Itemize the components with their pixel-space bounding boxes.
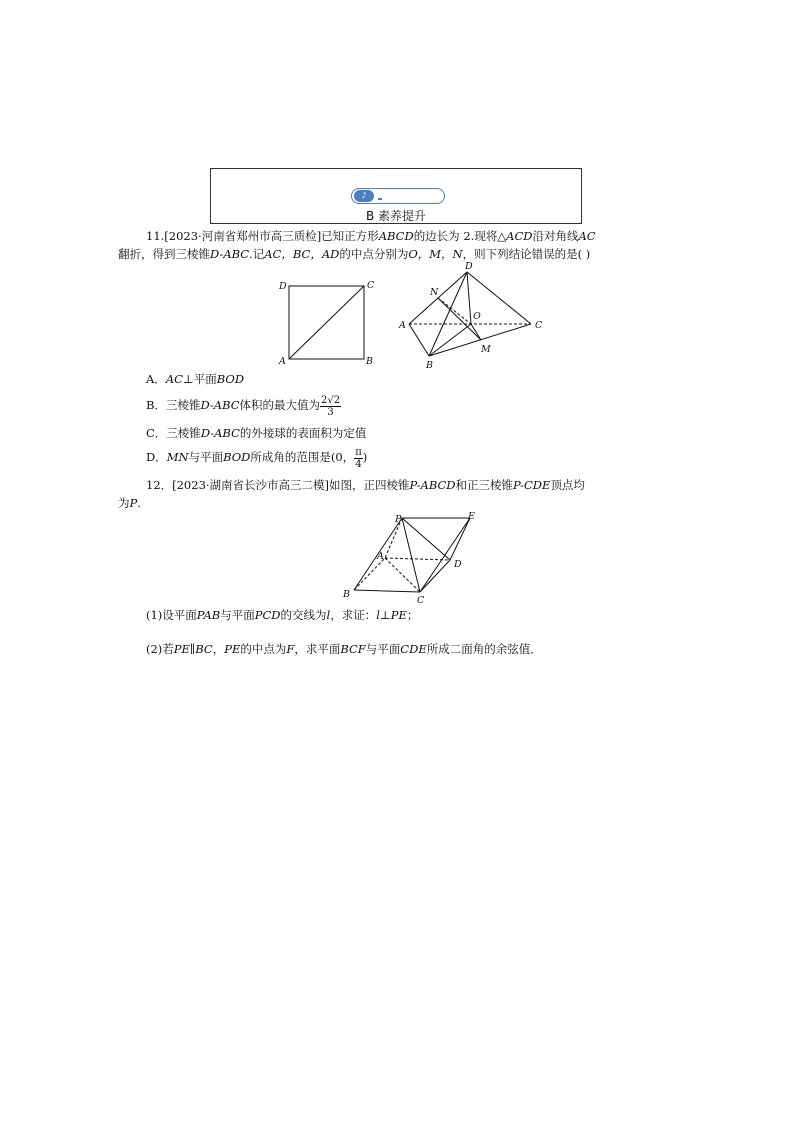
section-badge	[351, 188, 445, 204]
q11-line2: 翻折，得到三棱锥D-ABC.记AC，BC，AD的中点分别为O，M，N，则下列结论错误的是( )	[118, 247, 591, 261]
square-label-c: C	[367, 280, 375, 291]
fig12-label-a: A	[377, 551, 384, 562]
pyramid-label-a: A	[399, 320, 406, 331]
q11-option-c: C．三棱锥D-ABC的外接球的表面积为定值	[146, 426, 367, 440]
square-label-a: A	[279, 356, 286, 367]
pyramid-label-o: O	[473, 311, 481, 322]
section-badge-icon: ♪	[354, 190, 374, 202]
pyramid-label-b: B	[426, 360, 433, 370]
q11-line1: 11.[2023·河南省郑州市高三质检]已知正方形ABCD的边长为 2.现将△ACD沿对角线AC	[146, 229, 596, 243]
q12-figure	[340, 510, 490, 606]
fig12-label-e: E	[468, 511, 475, 522]
square-label-d: D	[279, 281, 287, 292]
section-title: B 素养提升	[365, 209, 427, 223]
pyramid-figure	[395, 258, 550, 370]
pyramid-label-n: N	[430, 287, 439, 298]
q12-part2: (2)若PE∥BC，PE的中点为F，求平面BCF与平面CDE所成二面角的余弦值．	[146, 642, 542, 656]
square-label-b: B	[366, 356, 373, 367]
pyramid-label-m: M	[481, 344, 491, 355]
fig12-label-d: D	[454, 559, 462, 570]
q11-option-b: B．三棱锥D-ABC体积的最大值为 $\frac{2√2}{3}$	[146, 394, 341, 418]
q12-line1: 12．[2023·湖南省长沙市高三二模]如图，正四棱锥P-ABCD和正三棱锥P-CDE顶点均	[146, 478, 585, 492]
pyramid-label-d: D	[465, 261, 473, 272]
badge-dot	[378, 198, 382, 200]
fraction-b: $\frac{2√2}{3}$	[321, 394, 341, 418]
q12-line2: 为P.	[118, 496, 141, 510]
fraction-d: $\frac{\pi}{4}$	[355, 446, 362, 470]
q12-part1: (1)设平面PAB与平面PCD的交线为l，求证：l⊥PE；	[146, 608, 419, 622]
pyramid-label-c: C	[535, 320, 543, 331]
fig12-label-p: P	[395, 514, 402, 525]
fig12-label-c: C	[417, 595, 425, 606]
fig12-label-b: B	[343, 589, 350, 600]
q11-option-d: D．MN与平面BOD所成角的范围是(0， $\frac{\pi}{4}$ )	[146, 446, 368, 470]
q11-option-a: A．AC⊥平面BOD	[146, 372, 245, 386]
square-figure	[270, 272, 382, 370]
section-header-box	[210, 168, 582, 224]
